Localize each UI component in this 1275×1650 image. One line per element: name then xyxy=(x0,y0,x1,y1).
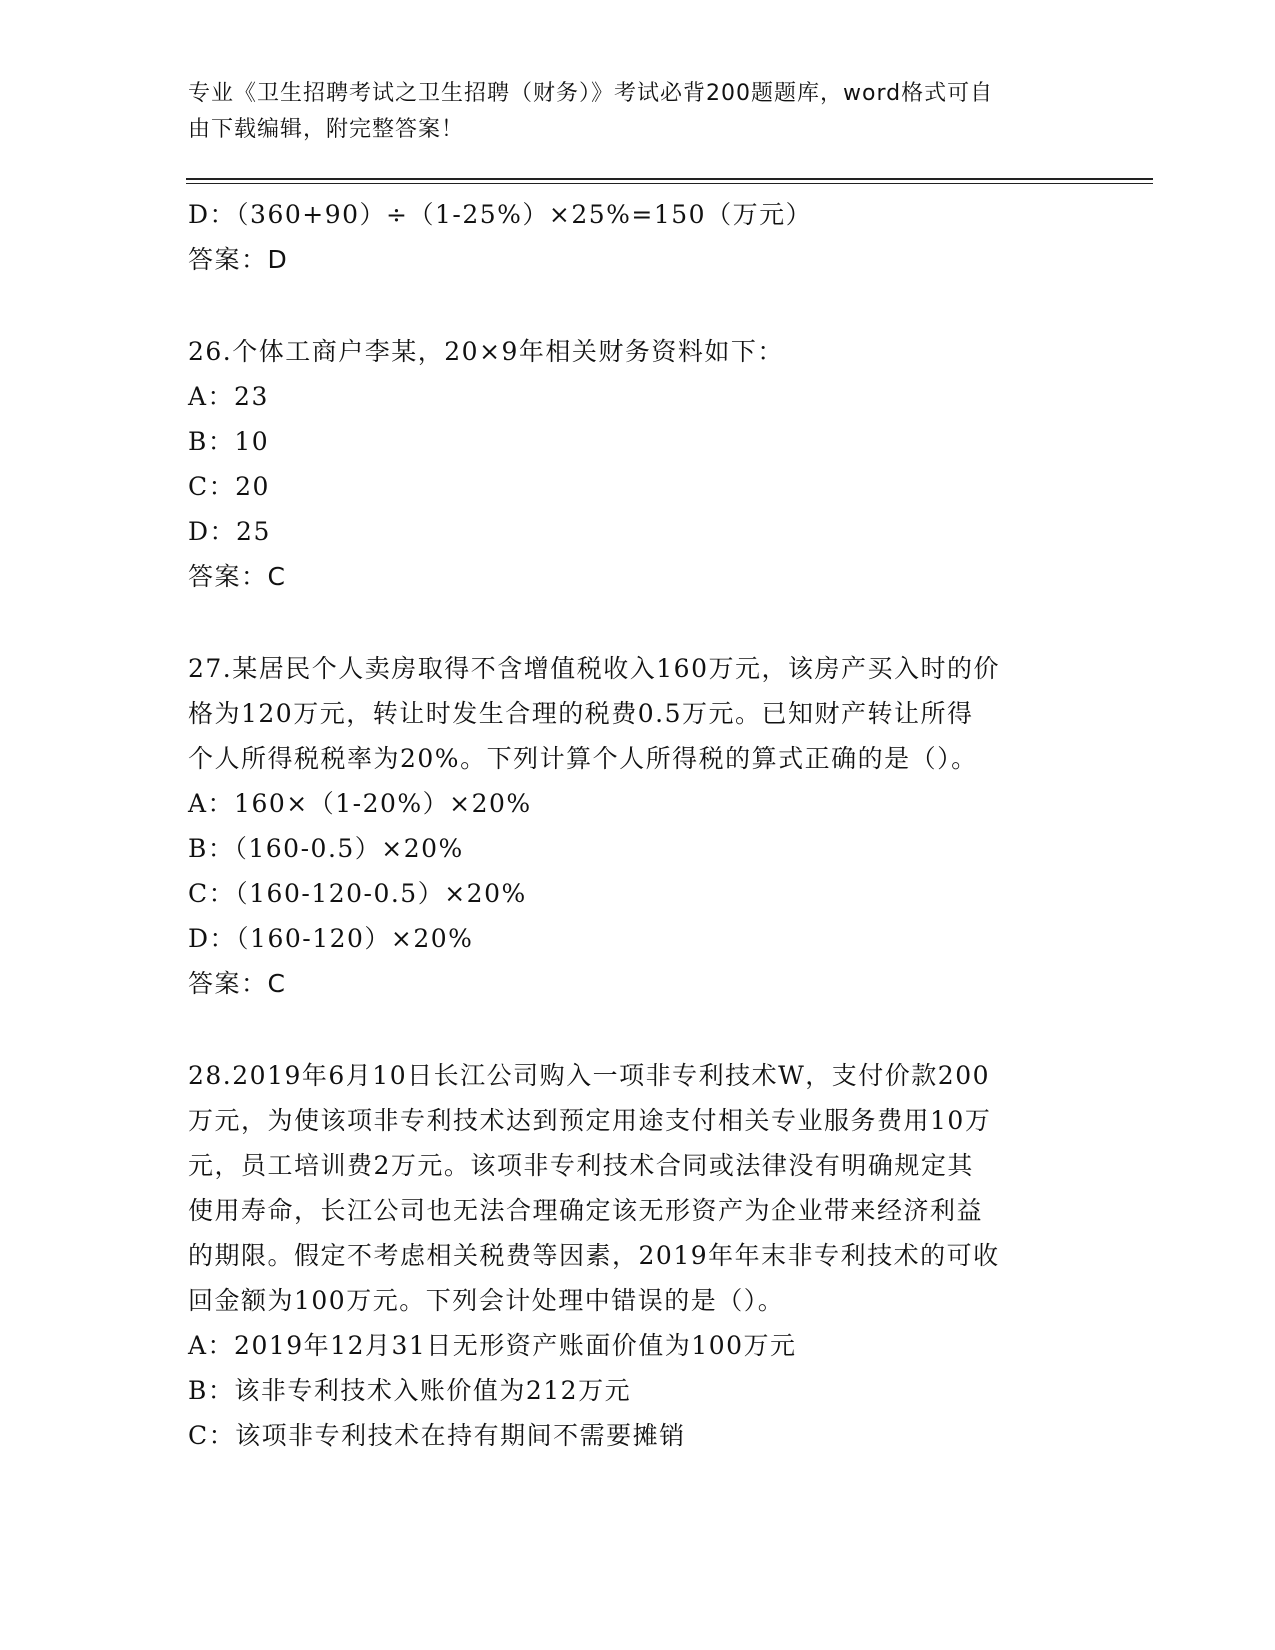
header-line-1: 专业《卫生招聘考试之卫生招聘（财务）》考试必背200题题库，word格式可自 xyxy=(188,81,994,106)
answer: 答案：C xyxy=(188,969,287,998)
option-b: B：10 xyxy=(188,427,270,456)
header-divider-thin xyxy=(186,183,1153,184)
question-stem-line-3: 个人所得税税率为20%。下列计算个人所得税的算式正确的是（）。 xyxy=(188,744,978,773)
question-25-tail xyxy=(188,192,1078,282)
option-d: D：（160-120）×20% xyxy=(188,924,474,953)
document-header xyxy=(188,76,1068,148)
question-stem-line-1: 28.2019年6月10日长江公司购入一项非专利技术W，支付价款200 xyxy=(188,1061,991,1090)
question-stem-line-2: 格为120万元，转让时发生合理的税费0.5万元。已知财产转让所得 xyxy=(188,699,974,728)
header-divider-thick xyxy=(186,178,1153,180)
answer: 答案：D xyxy=(188,245,289,274)
option-a: A：23 xyxy=(188,382,269,411)
header-line-2: 由下载编辑，附完整答案！ xyxy=(188,117,465,142)
question-28 xyxy=(188,1053,1078,1458)
question-stem-line-1: 27.某居民个人卖房取得不含增值税收入160万元，该房产买入时的价 xyxy=(188,654,1000,683)
option-a: A：2019年12月31日无形资产账面价值为100万元 xyxy=(188,1331,797,1360)
option-b: B：该非专利技术入账价值为212万元 xyxy=(188,1376,632,1405)
answer: 答案：C xyxy=(188,562,287,591)
option-c: C：（160-120-0.5）×20% xyxy=(188,879,527,908)
option-a: A：160×（1-20%）×20% xyxy=(188,789,532,818)
spacer xyxy=(188,599,1078,646)
option-d: D：（360+90）÷（1-25%）×25%=150（万元） xyxy=(188,200,813,229)
question-27 xyxy=(188,646,1078,1006)
option-c: C：该项非专利技术在持有期间不需要摊销 xyxy=(188,1421,686,1450)
option-c: C：20 xyxy=(188,472,270,501)
spacer xyxy=(188,1006,1078,1053)
document-body xyxy=(188,192,1078,1458)
question-stem-line-2: 万元，为使该项非专利技术达到预定用途支付相关专业服务费用10万 xyxy=(188,1106,992,1135)
option-b: B：（160-0.5）×20% xyxy=(188,834,464,863)
spacer xyxy=(188,282,1078,329)
question-26 xyxy=(188,329,1078,599)
question-stem-line-3: 元，员工培训费2万元。该项非专利技术合同或法律没有明确规定其 xyxy=(188,1151,974,1180)
question-stem-line-6: 回金额为100万元。下列会计处理中错误的是（）。 xyxy=(188,1286,785,1315)
question-stem-line-4: 使用寿命，长江公司也无法合理确定该无形资产为企业带来经济利益 xyxy=(188,1196,984,1225)
question-stem-line-5: 的期限。假定不考虑相关税费等因素，2019年年末非专利技术的可收 xyxy=(188,1241,1000,1270)
option-d: D：25 xyxy=(188,517,271,546)
question-stem: 26.个体工商户李某，20×9年相关财务资料如下： xyxy=(188,337,784,366)
